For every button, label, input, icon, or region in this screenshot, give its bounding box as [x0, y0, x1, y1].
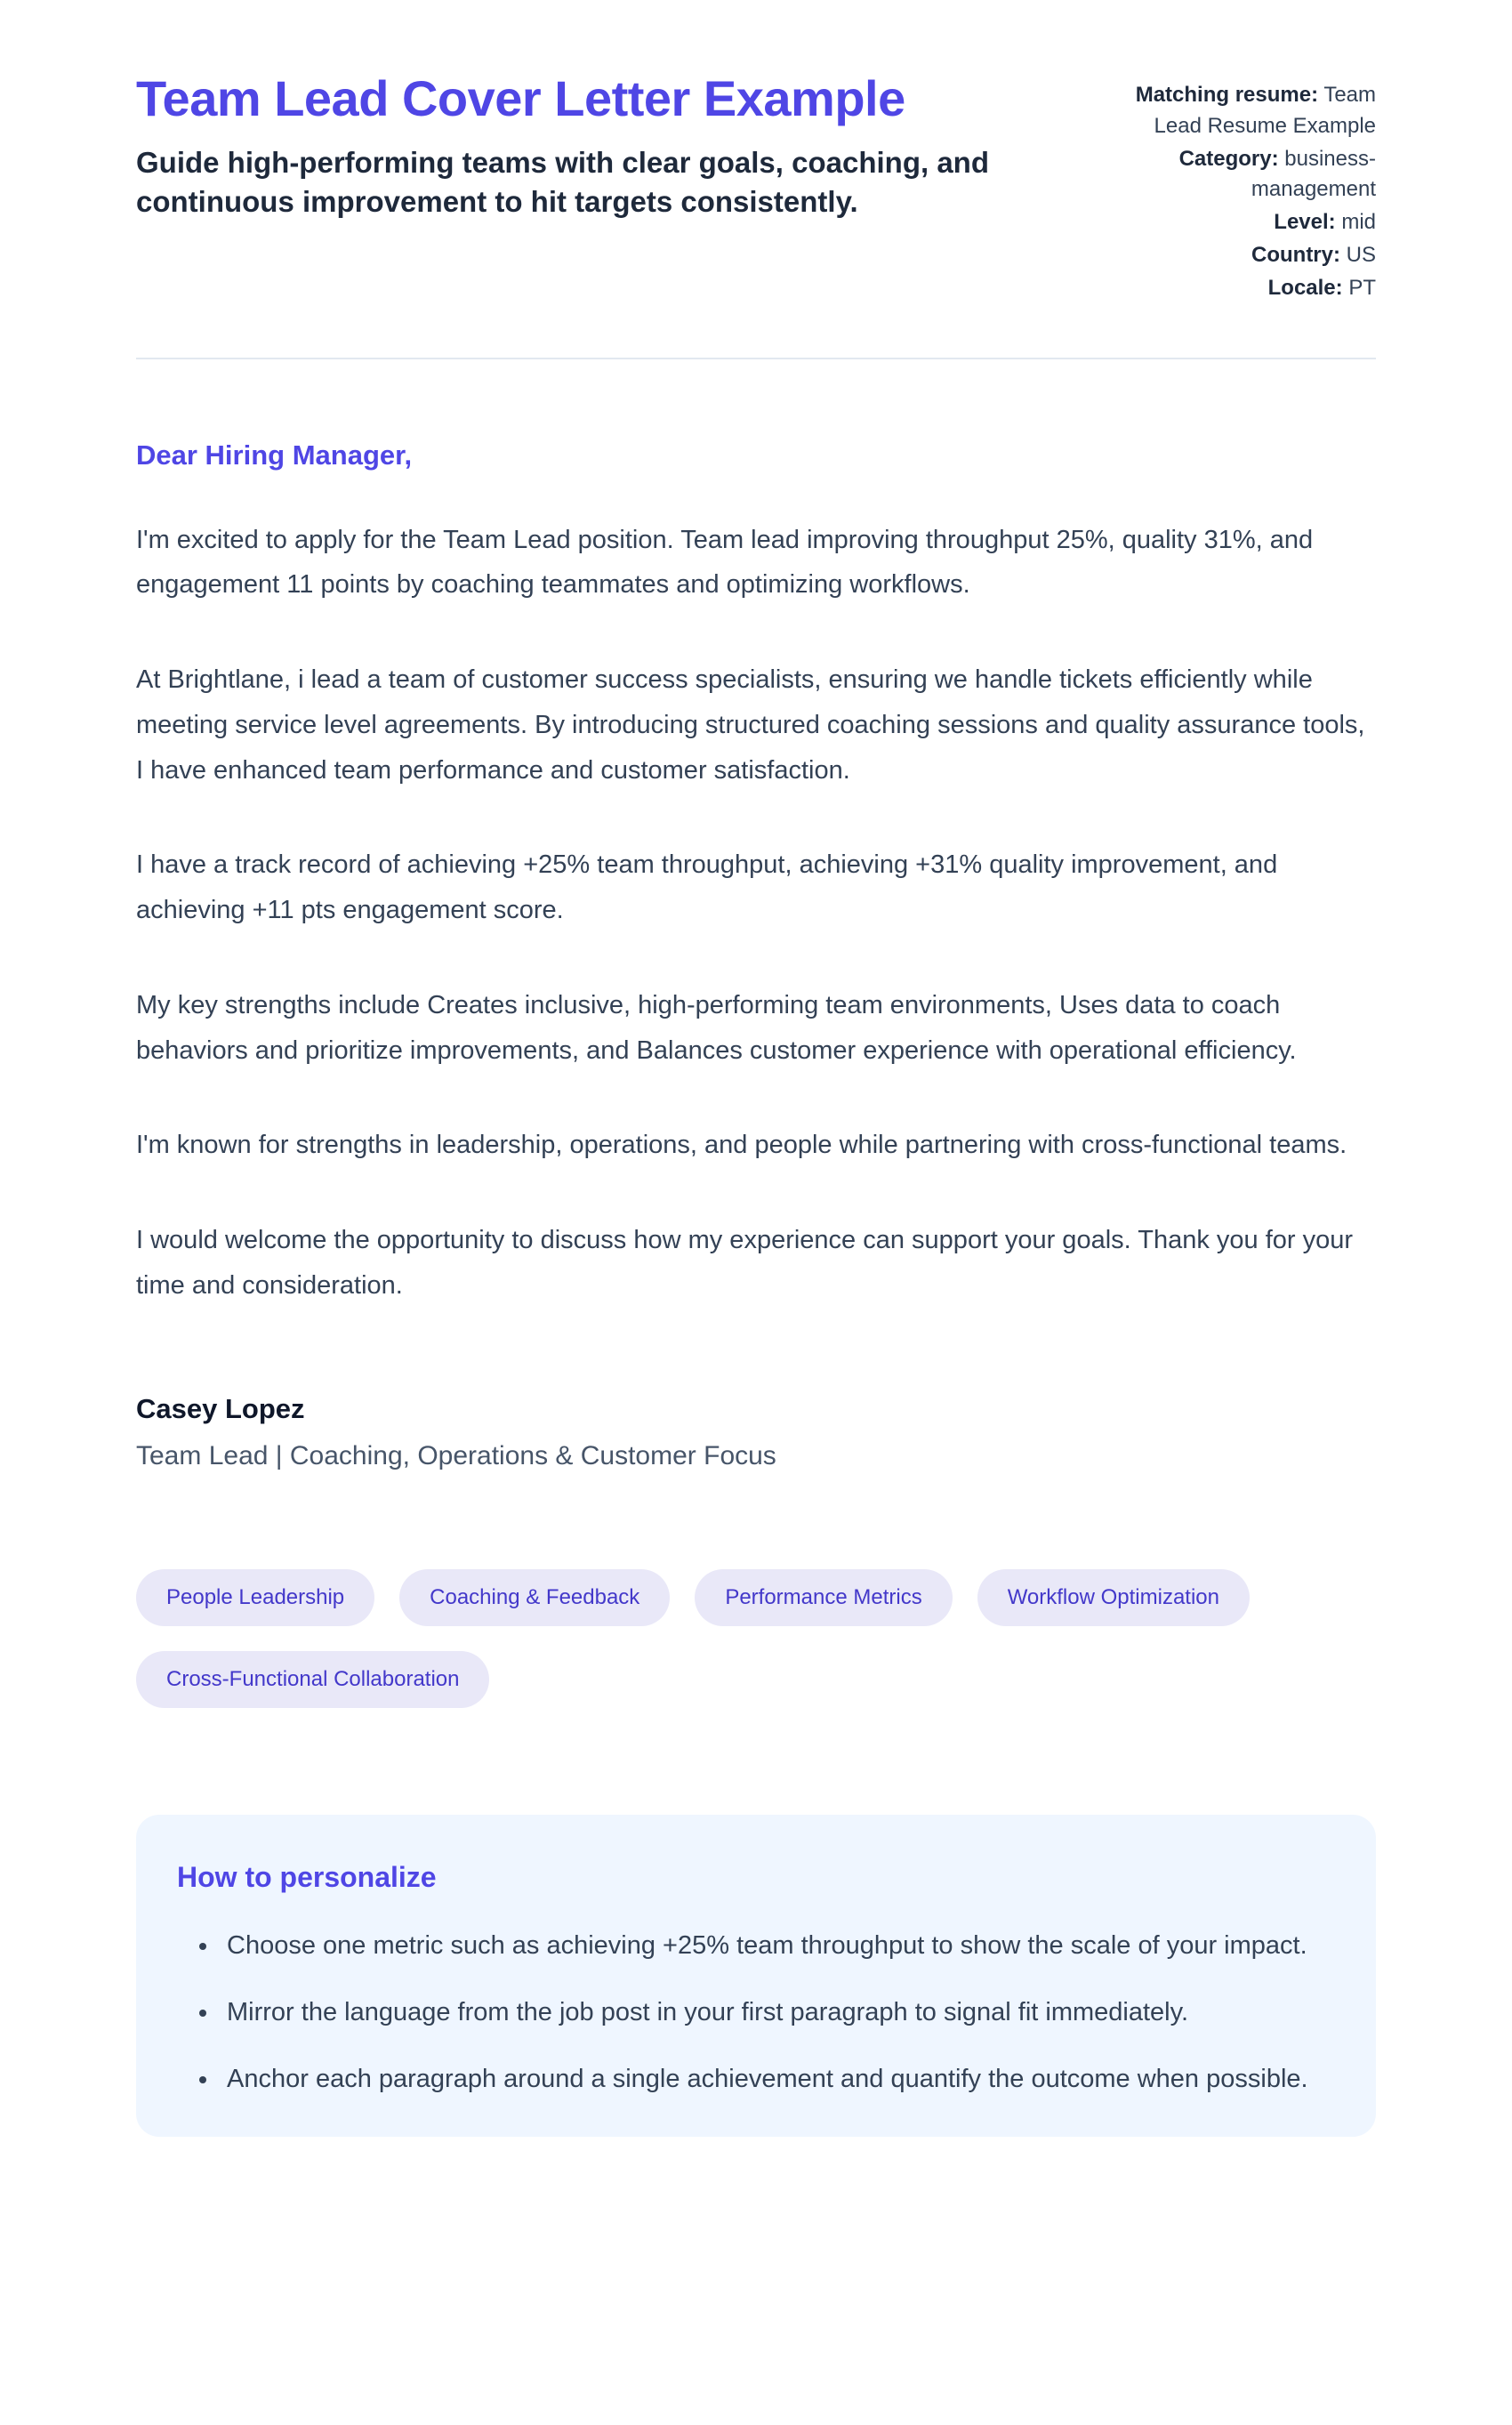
skill-tag: Workflow Optimization	[977, 1569, 1250, 1626]
meta-label: Category:	[1178, 146, 1279, 171]
signature-title: Team Lead | Coaching, Operations & Customer Focus	[136, 1440, 776, 1470]
skill-tag: People Leadership	[136, 1569, 374, 1626]
signature-name: Casey Lopez	[136, 1392, 305, 1424]
personalize-tip: • Mirror the language from the job post in your first paragraph to signal fit immediately.	[220, 1991, 1335, 2034]
meta-level	[1100, 207, 1376, 238]
meta-value: US	[1346, 242, 1376, 267]
letter-salutation: Dear Hiring Manager,	[136, 439, 413, 471]
meta-label: Matching resume:	[1135, 83, 1319, 107]
personalize-tip: • Choose one metric such as achieving +25% team throughput to show the scale of your impact.	[220, 1924, 1335, 1968]
header-title-block	[136, 71, 1043, 222]
meta-label: Level:	[1274, 210, 1336, 235]
page-header	[136, 71, 1376, 306]
signature-block	[136, 1393, 1376, 1471]
meta-matching-resume	[1100, 80, 1376, 142]
letter-body	[136, 439, 1376, 1471]
meta-category	[1100, 144, 1376, 206]
meta-value: business-management	[1251, 146, 1376, 202]
letter-paragraph: I would welcome the opportunity to discuss how my experience can support your goals. Thank you for your time and consideration.	[136, 1226, 1354, 1300]
meta-value: PT	[1348, 275, 1376, 300]
meta-label: Country:	[1251, 242, 1340, 267]
personalize-tip: • Anchor each paragraph around a single achievement and quantify the outcome when possible.	[220, 2058, 1335, 2101]
meta-country	[1100, 240, 1376, 271]
letter-paragraph: My key strengths include Creates inclusive, high-performing team environments, Uses data to coach behaviors and prioritize improvements, and Balances customer experience with operational efficiency.	[136, 990, 1297, 1065]
page-title: Team Lead Cover Letter Example	[136, 70, 905, 126]
skill-tag: Coaching & Feedback	[399, 1569, 670, 1626]
resume-meta-panel	[1100, 80, 1376, 306]
letter-paragraph: I have a track record of achieving +25% team throughput, achieving +31% quality improvement, and achieving +11 pts engagement score.	[136, 850, 1278, 925]
meta-locale	[1100, 273, 1376, 304]
personalize-title: How to personalize	[177, 1860, 437, 1893]
skill-tags-list	[136, 1569, 1292, 1708]
skill-tag: Performance Metrics	[695, 1569, 952, 1626]
meta-value: mid	[1341, 210, 1376, 235]
letter-paragraph: At Brightlane, i lead a team of customer success specialists, ensuring we handle tickets efficiently while meeting service level agreements. By introducing structured coaching sessions and quality assurance tools, I have enhanced team performance and customer satisfaction.	[136, 665, 1365, 785]
header-divider	[136, 358, 1376, 359]
skill-tag: Cross-Functional Collaboration	[136, 1651, 489, 1708]
personalize-tip-list	[177, 1924, 1335, 2102]
meta-label: Locale:	[1267, 275, 1343, 300]
meta-value: Team Lead Resume Example	[1154, 83, 1376, 138]
page-subtitle: Guide high-performing teams with clear goals, coaching, and continuous improvement to hit targets consistently.	[136, 145, 989, 219]
letter-paragraph: I'm known for strengths in leadership, operations, and people while partnering with cross-functional teams.	[136, 1131, 1347, 1160]
letter-paragraph: I'm excited to apply for the Team Lead position. Team lead improving throughput 25%, quality 31%, and engagement 11 points by coaching teammates and optimizing workflows.	[136, 525, 1314, 600]
personalize-callout	[136, 1815, 1376, 2138]
